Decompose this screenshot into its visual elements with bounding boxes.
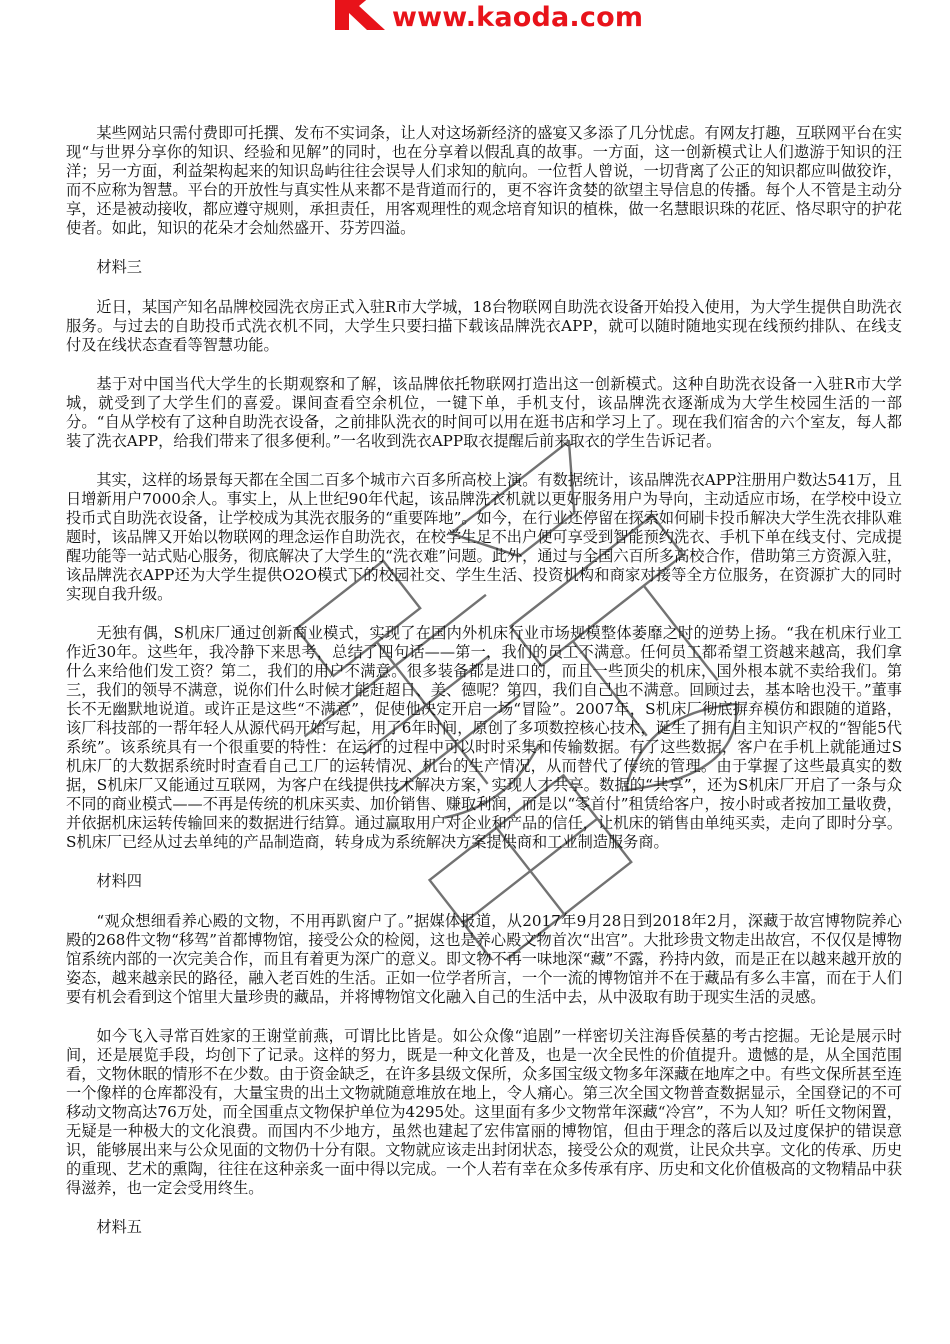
page-header [0,0,950,44]
section-title: 材料四 [96,872,142,890]
paragraph: 某些网站只需付费即可托撰、发布不实词条，让人对这场新经济的盛宴又多添了几分忧虑。有网友打趣，互联网平台在实现“与世界分享你的知识、经验和见解”的同时，也在分享着以假乱真的故事。一方面，这一创新模式让人们遨游于知识的汪洋；另一方面，利益架构起来的知识岛屿往往会误导人们求知的航向。一位哲人曾说，一切背离了公正的知识都应叫做狡诈，而不应称为智慧。平台的开放性与真实性从来都不是背道而行的，更不容许贪婪的欲望主导信息的传播。每个人不管是主动分享，还是被动接收，都应遵守规则，承担责任，用客观理性的观念培育知识的植株，做一名慧眼识珠的花匠、恪尽职守的护花使者。如此，知识的花朵才会灿然盛开、芬芳四溢。 [66,124,902,237]
site-url-link[interactable]: www.kaoda.com [392,2,644,33]
paragraph: 近日，某国产知名品牌校园洗衣房正式入驻R市大学城，18台物联网自助洗衣设备开始投入使用，为大学生提供自助洗衣服务。与过去的自助投币式洗衣机不同，大学生只要扫描下载该品牌洗衣APP，就可以随时随地实现在线预约排队、在线支付及在线状态查看等智慧功能。 [66,298,902,354]
section-title: 材料三 [96,258,142,276]
paragraph: 基于对中国当代大学生的长期观察和了解，该品牌依托物联网打造出这一创新模式。这种自助洗衣设备一入驻R市大学城，就受到了大学生们的喜爱。课间查看空余机位，一键下单，手机支付，该品牌洗衣逐渐成为大学生校园生活的一部分。“自从学校有了这种自助洗衣设备，之前排队洗衣的时间可以用在逛书店和学习上了。现在我们宿舍的六个室友，每人都装了洗衣APP，给我们带来了很多便利。”一名收到洗衣APP取衣提醒后前来取衣的学生告诉记者。 [66,375,902,450]
document-body [66,124,902,1237]
paragraph: 无独有偶，S机床厂通过创新商业模式，实现了在国内外机床行业市场规模整体萎靡之时的逆势上扬。“我在机床行业工作近30年。这些年，我冷静下来思考，总结了四句话——第一，我们的员工不满意。任何员工都希望工资越来越高，我们拿什么来给他们发工资？第二，我们的用户不满意。很多装备都是进口的，而且一些顶尖的机床，国外根本就不卖给我们。第三，我们的领导不满意，说你们什么时候才能赶超日、美、德呢？第四，我们自己也不满意。回顾过去，基本啥也没干。”董事长不无幽默地说道。或许正是这些“不满意”，促使他决定开启一场“冒险”。2007年，S机床厂彻底摒弃模仿和跟随的道路，该厂科技部的一帮年轻人从源代码开始写起，用了6年时间，原创了多项数控核心技术，诞生了拥有自主知识产权的“智能5代系统”。该系统具有一个很重要的特性：在运行的过程中可以时时采集和传输数据。有了这些数据，客户在手机上就能通过S机床厂的大数据系统时时查看自己工厂的运转情况、机台的生产情况，从而替代了传统的管理。由于掌握了这些最真实的数据，S机床厂又能通过互联网，为客户在线提供技术解决方案，实现人才共享。数据的“共享”，还为S机床厂开启了一条与众不同的商业模式——不再是传统的机床买卖、加价销售、赚取利润，而是以“零首付”租赁给客户，按小时或者按加工量收费，并依据机床运转传输回来的数据进行结算。通过赢取用户对企业和产品的信任，让机床的销售由单纯买卖，走向了即时分享。S机床厂已经从过去单纯的产品制造商，转身成为系统解决方案提供商和工业制造服务商。 [66,624,902,851]
paragraph: 如今飞入寻常百姓家的王谢堂前燕，可谓比比皆是。如公众像“追剧”一样密切关注海昏侯墓的考古挖掘。无论是展示时间，还是展览手段，均创下了记录。这样的努力，既是一种文化普及，也是一次全民性的价值提升。遗憾的是，从全国范围看，文物休眠的情形不在少数。由于资金缺乏，在许多县级文保所，众多国宝级文物多年深藏在地库之中。有些文保所甚至连一个像样的仓库都没有，大量宝贵的出土文物就随意堆放在地上，令人痛心。第三次全国文物普查数据显示，全国登记的不可移动文物高达76万处，而全国重点文物保护单位为4295处。这里面有多少文物常年深藏“冷宫”，不为人知？听任文物闲置，无疑是一种极大的文化浪费。而国内不少地方，虽然也建起了宏伟富丽的博物馆，但由于理念的落后以及过度保护的错误意识，能够展出来与公众见面的文物仍十分有限。文物就应该走出封闭状态，接受公众的观赏，让民众共享。文化的传承、历史的重现、艺术的熏陶，往往在这种亲炙一面中得以完成。一个人若有幸在众多传承有序、历史和文化价值极高的文物精品中获得滋养，也一定会受用终生。 [66,1027,902,1197]
paragraph: 其实，这样的场景每天都在全国二百多个城市六百多所高校上演。有数据统计，该品牌洗衣APP注册用户数达541万，且日增新用户7000余人。事实上，从上世纪90年代起，该品牌洗衣机就以更好服务用户为导向，主动适应市场，在学校中设立投币式自助洗衣设备，让学校成为其洗衣服务的“重要阵地”。如今，在行业还停留在探索如何刷卡投币解决大学生洗衣排队难题时，该品牌又开始以物联网的理念运作自助洗衣，在校学生足不出户便可享受到智能预约洗衣、手机下单在线支付、完成提醒功能等一站式贴心服务，彻底解决了大学生的“洗衣难”问题。此外，通过与全国六百所多高校合作，借助第三方资源入驻，该品牌洗衣APP还为大学生提供O2O模式下的校园社交、学生生活、投资机构和商家对接等全方位服务，在资源扩大的同时实现自我升级。 [66,471,902,603]
paragraph: “观众想细看养心殿的文物，不用再趴窗户了。”据媒体报道，从2017年9月28日到2018年2月，深藏于故宫博物院养心殿的268件文物“移驾”首都博物馆，接受公众的检阅，这也是养心殿文物首次“出宫”。大批珍贵文物走出故宫，不仅仅是博物馆系统内部的一次完美合作，而且有着更为深广的意义。即文物不再一味地深“藏”不露，矜持内敛，而是正在以越来越开放的姿态，越来越亲民的路径，融入老百姓的生活。正如一位学者所言，一个一流的博物馆并不在于藏品有多么丰富，而在于人们要有机会看到这个馆里大量珍贵的藏品，并将博物馆文化融入自己的生活中去，从中汲取有助于现实生活的灵感。 [66,912,902,1006]
section-title: 材料五 [96,1218,142,1236]
kaoda-logo-icon [325,0,387,30]
